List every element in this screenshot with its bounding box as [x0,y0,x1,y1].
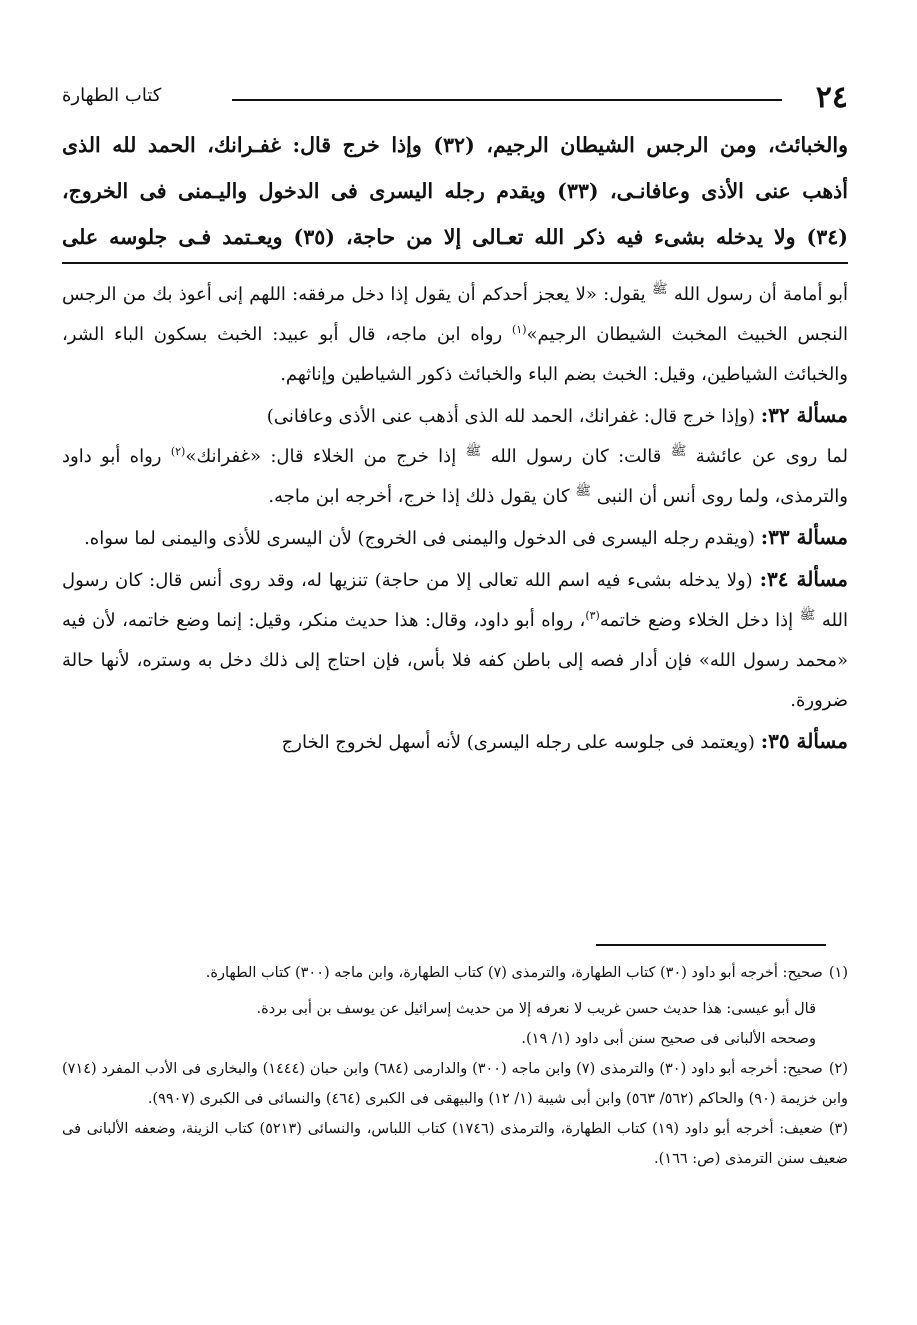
issue-quote: (وإذا خرج قال: غفرانك، الحمد لله الذى أذهب عنى الأذى وعافانى) [266,406,755,427]
footnote-text: صحيح: أخرجه أبو داود (٣٠) والترمذى (٧) وابن ماجه (٣٠٠) والدارمى (٦٨٤) وابن حبان (١٤٤٤) والبخارى فى الأدب المفرد (٧١٤) وابن خزيمة (٩٠) والحاكم (٥٦٢/ ٥٦٣) وابن أبى شيبة (١/ ١٢) والبيهقى فى الكبرى (٤٦٤) والنسائى فى الكبرى (٩٩٠٧). [62,1061,848,1107]
text-span: أبو أمامة أن رسول الله [673,284,848,305]
honorific-glyph: ﷺ [799,608,816,623]
text-span: تنزيها له، وقد روى أنس قال: كان رسول الله [62,570,848,631]
issue-quote: (ولا يدخله بشىء فيه اسم الله تعالى إلا من حاجة) [374,570,753,591]
text-span: رواه أبو داود والترمذى، ولما روى أنس أن النبى [62,446,848,507]
commentary-paragraph [62,437,848,517]
issue-label: مسألة ٣٣: [760,525,848,549]
commentary [62,275,848,763]
footnote-text: ضعيف: أخرجه أبو داود (١٩) كتاب الطهارة، والترمذى (١٧٤٦) كتاب اللباس، والنسائى (٥٢١٣) كتاب الزينة، وضعفه الألبانى فى ضعيف سنن الترمذى (ص: ١٦٦). [62,1121,848,1167]
text-span: قالت: كان رسول الله [490,446,662,467]
header-rule [232,99,782,101]
issue-33 [62,517,848,559]
issue-32 [62,395,848,437]
footnote-text: صحيح: أخرجه أبو داود (٣٠) كتاب الطهارة، والترمذى (٧) كتاب الطهارة، وابن ماجه (٣٠٠) كتاب الطهارة. [205,965,823,981]
commentary-paragraph [62,275,848,395]
footnote-3 [62,1114,848,1174]
text-span: لأن اليسرى للأذى واليمنى لما سواه. [84,528,352,549]
honorific-glyph: ﷺ [465,444,482,459]
running-header [62,80,848,120]
issue-label: مسألة ٣٥: [760,729,848,753]
footnote-note: وصححه الألبانى فى صحيح سنن أبى داود (١/ ١٩). [521,1031,816,1047]
issue-label: مسألة ٣٢: [760,403,848,427]
text-span: لما روى عن عائشة [695,446,848,467]
text-span: إذا خرج من الخلاء قال: «غفرانك» [185,446,457,467]
text-span: لأنه أسهل لخروج الخارج [281,732,462,753]
matn-line: أذهب عنى الأذى وعافانـى، (٣٣) ويقدم رجله اليسرى فى الدخول واليـمنى فى الخروج، [62,179,848,203]
matn-line: والخبائث، ومن الرجس الشيطان الرجيم، (٣٢) وإذا خرج قال: غفـرانك، الحمد لله الذى [62,133,848,157]
text-span: يقول: «لا يعجز أحدكم أن يقول إذا دخل مرفقه: اللهم إنى أعوذ بك من الرجس النجس الخبيث المخبث الشيطان الرجيم» [62,284,848,345]
text-span: رواه ابن ماجه، قال أبو عبيد: الخبث بسكون الباء الشر، والخبائث الشياطين، وقيل: الخبث بضم الباء والخبائث ذكور الشياطين وإناثهم. [62,324,848,385]
issue-quote: (ويقدم رجله اليسرى فى الدخول واليمنى فى الخروج) [357,528,755,549]
page-number: ٢٤ [815,80,848,115]
issue-quote: (ويعتمد فى جلوسه على رجله اليسرى) [466,732,755,753]
footnote-number: (٣) [828,1121,848,1137]
footnote-ref: (٢) [170,445,186,458]
running-title: كتاب الطهارة [62,85,162,106]
footnote-2 [62,1054,848,1114]
honorific-glyph: ﷺ [651,282,668,297]
honorific-glyph: ﷺ [670,444,687,459]
issue-label: مسألة ٣٤: [759,567,848,591]
text-span: ، رواه أبو داود، وقال: هذا حديث منكر، وقيل: إنما وضع خاتمه، لأن فيه «محمد رسول الله» فإن أدار فصه إلى باطن كفه فلا بأس، فإن احتاج إلى ذلك دخل به وستره، لأنها حالة ضرورة. [62,610,848,711]
footnote-1 [62,958,848,988]
text-span: كان يقول ذلك إذا خرج، أخرجه ابن ماجه. [268,486,570,507]
issue-35 [62,721,848,763]
footnote-ref: (٣) [585,609,600,622]
honorific-glyph: ﷺ [575,484,592,499]
footnote-number: (٢) [828,1061,848,1077]
matn-text [62,122,848,260]
text-span: إذا دخل الخلاء وضع خاتمه [599,610,794,631]
footnote-number: (١) [828,965,848,981]
footnote-divider [596,944,826,946]
footnotes [62,958,848,1174]
matn-divider [62,262,848,264]
footnote-note: قال أبو عيسى: هذا حديث حسن غريب لا نعرفه إلا من حديث إسرائيل عن يوسف بن أبى بردة. [256,1001,816,1017]
footnote-ref: (١) [512,323,527,336]
matn-line: (٣٤) ولا يدخله بشىء فيه ذكر الله تعـالى إلا من حاجة، (٣٥) ويعـتمد فـى جلوسه على [62,225,848,249]
issue-34 [62,559,848,721]
